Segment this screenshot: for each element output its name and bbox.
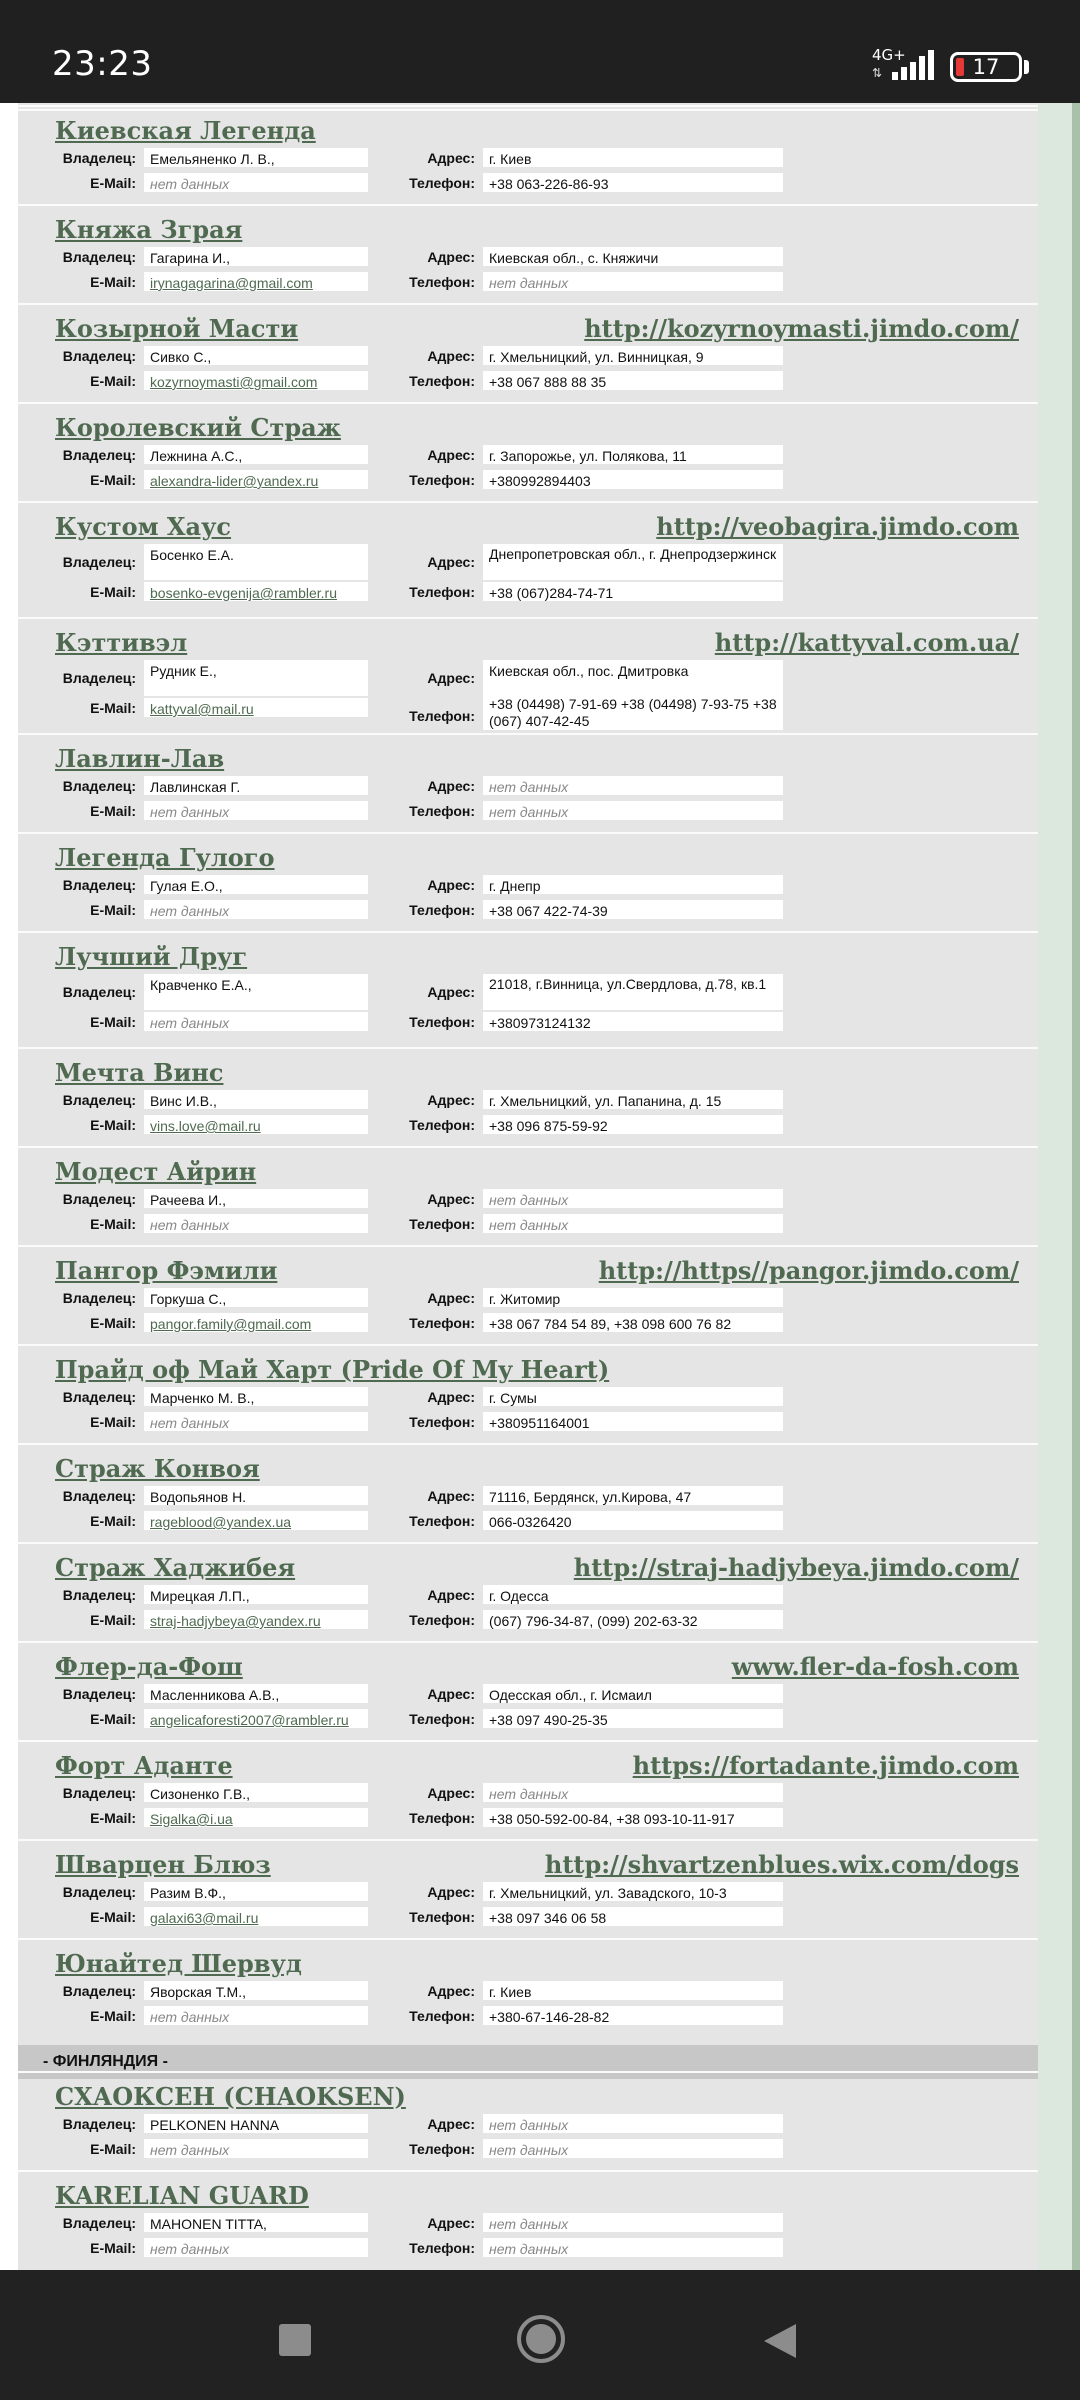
field-label-phone: Телефон: (409, 803, 475, 819)
field-label-phone: Телефон: (409, 1414, 475, 1430)
breeder-website-link[interactable]: http://kozyrnoymasti.jimdo.com/ (584, 314, 1019, 343)
field-label-email: E-Mail: (90, 700, 136, 716)
breeder-name-link[interactable]: Флер-да-Фош (55, 1652, 243, 1681)
breeder-name-link[interactable]: Лучший Друг (55, 942, 248, 971)
field-label-email: E-Mail: (90, 803, 136, 819)
owner-value: Марченко М. В., (144, 1387, 368, 1406)
field-label-phone: Телефон: (409, 1513, 475, 1529)
breeder-name-link[interactable]: Юнайтед Шервуд (55, 1949, 302, 1978)
field-label-email: E-Mail: (90, 373, 136, 389)
phone-value: +38 096 875-59-92 (483, 1115, 783, 1134)
address-value: Киевская обл., с. Княжичи (483, 247, 783, 266)
field-label-address: Адрес: (427, 1092, 475, 1108)
email-value[interactable]: angelicaforesti2007@rambler.ru (144, 1709, 368, 1728)
breeder-name-link[interactable]: Козырной Масти (55, 314, 299, 343)
field-label-email: E-Mail: (90, 1909, 136, 1925)
field-label-address: Адрес: (427, 877, 475, 893)
status-bar (0, 0, 1080, 103)
breeder-name-link[interactable]: Пангор Фэмили (55, 1256, 278, 1285)
breeder-name-link[interactable]: Легенда Гулого (55, 843, 275, 872)
field-label-phone: Телефон: (409, 2008, 475, 2024)
web-page[interactable] (0, 103, 1080, 2270)
field-label-address: Адрес: (427, 1686, 475, 1702)
breeder-entry (18, 832, 1038, 931)
field-label-owner: Владелец: (62, 554, 136, 570)
breeder-entry (18, 1641, 1038, 1740)
home-button[interactable] (516, 2314, 566, 2364)
data-activity-icon: ⇅ (872, 66, 883, 80)
breeder-entry (18, 931, 1038, 1048)
address-value: 21018, г.Винница, ул.Свердлова, д.78, кв.1 (483, 974, 783, 1010)
email-value[interactable]: kozyrnoymasti@gmail.com (144, 371, 368, 390)
email-value[interactable]: alexandra-lider@yandex.ru (144, 470, 368, 489)
breeder-entry (18, 501, 1038, 618)
breeder-name-link[interactable]: Прайд оф Май Харт (Pride Of My Heart) (55, 1355, 610, 1384)
field-label-email: E-Mail: (90, 2240, 136, 2256)
phone-value: +380951164001 (483, 1412, 783, 1431)
breeder-name-link[interactable]: СХАОКСЕН (CHAOKSEN) (55, 2082, 406, 2111)
phone-value: +38 067 784 54 89, +38 098 600 76 82 (483, 1313, 783, 1332)
address-value: Одесская обл., г. Исмаил (483, 1684, 783, 1703)
field-label-owner: Владелец: (62, 1686, 136, 1702)
field-label-email: E-Mail: (90, 1612, 136, 1628)
breeder-entry (18, 1443, 1038, 1542)
owner-value: MAHONEN TITTA, (144, 2213, 368, 2232)
field-label-address: Адрес: (427, 554, 475, 570)
phone-value: +38 067 888 88 35 (483, 371, 783, 390)
field-label-email: E-Mail: (90, 1414, 136, 1430)
field-label-owner: Владелец: (62, 984, 136, 1000)
phone-value: (067) 796-34-87, (099) 202-63-32 (483, 1610, 783, 1629)
address-value: нет данных (483, 1783, 783, 1802)
field-label-owner: Владелец: (62, 1488, 136, 1504)
field-label-email: E-Mail: (90, 1315, 136, 1331)
field-label-email: E-Mail: (90, 1216, 136, 1232)
address-value: Днепропетровская обл., г. Днепродзержинск (483, 544, 783, 580)
breeder-website-link[interactable]: https://fortadante.jimdo.com (632, 1751, 1019, 1780)
address-value: нет данных (483, 2213, 783, 2232)
email-value: нет данных (144, 1012, 368, 1031)
address-value: г. Сумы (483, 1387, 783, 1406)
email-value: нет данных (144, 2238, 368, 2257)
back-button[interactable] (762, 2322, 798, 2360)
field-label-email: E-Mail: (90, 175, 136, 191)
owner-value: Мирецкая Л.П., (144, 1585, 368, 1604)
owner-value: Босенко Е.А. (144, 544, 368, 580)
owner-value: Горкуша С., (144, 1288, 368, 1307)
owner-value: Винс И.В., (144, 1090, 368, 1109)
phone-value: 066-0326420 (483, 1511, 783, 1530)
field-label-phone: Телефон: (409, 373, 475, 389)
field-label-address: Адрес: (427, 2116, 475, 2132)
field-label-owner: Владелец: (62, 1983, 136, 1999)
phone-value: +380973124132 (483, 1012, 783, 1031)
field-label-email: E-Mail: (90, 902, 136, 918)
owner-value: Разим В.Ф., (144, 1882, 368, 1901)
breeder-name-link[interactable]: Мечта Винс (55, 1058, 224, 1087)
breeder-website-link[interactable]: http://veobagira.jimdo.com (656, 512, 1019, 541)
breeder-entry (18, 1938, 1038, 2037)
owner-value: Гагарина И., (144, 247, 368, 266)
section-title: - ФИНЛЯНДИЯ - (43, 2053, 168, 2070)
address-value: нет данных (483, 776, 783, 795)
battery-icon (950, 52, 1022, 82)
breeder-entry (18, 1740, 1038, 1839)
phone-value: нет данных (483, 1214, 783, 1233)
breeder-entry (18, 1047, 1038, 1146)
field-label-address: Адрес: (427, 1191, 475, 1207)
address-value: г. Хмельницкий, ул. Папанина, д. 15 (483, 1090, 783, 1109)
phone-value: нет данных (483, 2238, 783, 2257)
phone-value: +38 (067)284-74-71 (483, 582, 783, 601)
field-label-phone: Телефон: (409, 1612, 475, 1628)
field-label-address: Адрес: (427, 670, 475, 686)
field-label-phone: Телефон: (409, 274, 475, 290)
email-value[interactable]: bosenko-evgenija@rambler.ru (144, 582, 368, 601)
breeder-website-link[interactable]: http://straj-hadjybeya.jimdo.com/ (573, 1553, 1019, 1582)
field-label-owner: Владелец: (62, 249, 136, 265)
breeder-entry (18, 2071, 1038, 2170)
email-value: нет данных (144, 2006, 368, 2025)
field-label-owner: Владелец: (62, 447, 136, 463)
address-value: г. Хмельницкий, ул. Винницкая, 9 (483, 346, 783, 365)
email-value: нет данных (144, 173, 368, 192)
field-label-owner: Владелец: (62, 1191, 136, 1207)
address-value: г. Житомир (483, 1288, 783, 1307)
breeder-website-link[interactable]: http://kattyval.com.ua/ (714, 628, 1019, 657)
page-left-margin (0, 103, 18, 2270)
owner-value: Емельяненко Л. В., (144, 148, 368, 167)
status-time: 23:23 (52, 44, 153, 84)
breeder-name-link[interactable]: KARELIAN GUARD (55, 2181, 309, 2210)
field-label-phone: Телефон: (409, 175, 475, 191)
breeder-name-link[interactable]: Кустом Хаус (55, 512, 232, 541)
field-label-owner: Владелец: (62, 1092, 136, 1108)
phone-value: нет данных (483, 2139, 783, 2158)
field-label-address: Адрес: (427, 1587, 475, 1603)
field-label-address: Адрес: (427, 150, 475, 166)
breeder-name-link[interactable]: Королевский Страж (55, 413, 341, 442)
breeder-name-link[interactable]: Княжа Зграя (55, 215, 243, 244)
owner-value: Лежнина А.С., (144, 445, 368, 464)
breeder-name-link[interactable]: Страж Хаджибея (55, 1553, 296, 1582)
network-type: 4G+ (872, 46, 906, 64)
field-label-address: Адрес: (427, 1884, 475, 1900)
address-value: 71116, Бердянск, ул.Кирова, 47 (483, 1486, 783, 1505)
field-label-address: Адрес: (427, 778, 475, 794)
field-label-phone: Телефон: (409, 1117, 475, 1133)
field-label-address: Адрес: (427, 249, 475, 265)
email-value: нет данных (144, 900, 368, 919)
breeder-name-link[interactable]: Модест Айрин (55, 1157, 257, 1186)
page-right-margin (1038, 103, 1080, 2270)
field-label-address: Адрес: (427, 447, 475, 463)
breeder-website-link[interactable]: www.fler-da-fosh.com (731, 1652, 1019, 1681)
field-label-phone: Телефон: (409, 472, 475, 488)
field-label-address: Адрес: (427, 1389, 475, 1405)
email-value: нет данных (144, 2139, 368, 2158)
phone-value: +38 050-592-00-84, +38 093-10-11-917 (483, 1808, 783, 1827)
battery-level: 17 (972, 55, 1000, 79)
phone-value: нет данных (483, 801, 783, 820)
field-label-email: E-Mail: (90, 472, 136, 488)
breeder-entry (18, 733, 1038, 832)
field-label-phone: Телефон: (409, 1315, 475, 1331)
breeder-name-link[interactable]: Форт Аданте (55, 1751, 233, 1780)
breeder-entry (18, 303, 1038, 402)
field-label-owner: Владелец: (62, 348, 136, 364)
address-value: г. Киев (483, 148, 783, 167)
breeder-list (18, 103, 1038, 2270)
email-value[interactable]: straj-hadjybeya@yandex.ru (144, 1610, 368, 1629)
phone-value: +380992894403 (483, 470, 783, 489)
field-label-phone: Телефон: (409, 1014, 475, 1030)
field-label-owner: Владелец: (62, 1785, 136, 1801)
breeder-entry (18, 1146, 1038, 1245)
email-value[interactable]: irynagagarina@gmail.com (144, 272, 368, 291)
phone-value: +38 (04498) 7-91-69 +38 (04498) 7-93-75 +38 (067) 407-42-45 (483, 694, 783, 730)
breeder-entry (18, 204, 1038, 303)
address-value: г. Днепр (483, 875, 783, 894)
breeder-name-link[interactable]: Киевская Легенда (55, 116, 316, 145)
field-label-address: Адрес: (427, 2215, 475, 2231)
owner-value: Сивко С., (144, 346, 368, 365)
address-value: г. Хмельницкий, ул. Завадского, 10-3 (483, 1882, 783, 1901)
phone-value: +38 097 346 06 58 (483, 1907, 783, 1926)
address-value: нет данных (483, 2114, 783, 2133)
field-label-email: E-Mail: (90, 1810, 136, 1826)
address-value: Киевская обл., пос. Дмитровка (483, 660, 783, 696)
field-label-phone: Телефон: (409, 708, 475, 724)
field-label-phone: Телефон: (409, 1909, 475, 1925)
field-label-phone: Телефон: (409, 1711, 475, 1727)
breeder-entry (18, 1344, 1038, 1443)
field-label-email: E-Mail: (90, 584, 136, 600)
email-value[interactable]: galaxi63@mail.ru (144, 1907, 368, 1926)
field-label-email: E-Mail: (90, 1117, 136, 1133)
field-label-phone: Телефон: (409, 2141, 475, 2157)
field-label-email: E-Mail: (90, 1711, 136, 1727)
breeder-entry (18, 2170, 1038, 2269)
breeder-entry (18, 617, 1038, 734)
address-value: г. Киев (483, 1981, 783, 2000)
email-value[interactable]: vins.love@mail.ru (144, 1115, 368, 1134)
owner-value: Водопьянов Н. (144, 1486, 368, 1505)
phone-value: +38 097 490-25-35 (483, 1709, 783, 1728)
field-label-email: E-Mail: (90, 274, 136, 290)
email-value: нет данных (144, 1412, 368, 1431)
navigation-bar (0, 2270, 1080, 2400)
breeder-website-link[interactable]: http://https//pangor.jimdo.com/ (598, 1256, 1019, 1285)
field-label-owner: Владелец: (62, 1389, 136, 1405)
email-value: нет данных (144, 1214, 368, 1233)
address-value: г. Запорожье, ул. Полякова, 11 (483, 445, 783, 464)
address-value: нет данных (483, 1189, 783, 1208)
field-label-email: E-Mail: (90, 1014, 136, 1030)
breeder-entry (18, 105, 1038, 204)
phone-value: +38 067 422-74-39 (483, 900, 783, 919)
field-label-owner: Владелец: (62, 877, 136, 893)
owner-value: Масленникова А.В., (144, 1684, 368, 1703)
owner-value: Лавлинская Г. (144, 776, 368, 795)
field-label-address: Адрес: (427, 1290, 475, 1306)
field-label-phone: Телефон: (409, 584, 475, 600)
owner-value: Сизоненко Г.В., (144, 1783, 368, 1802)
breeder-name-link[interactable]: Лавлин-Лав (55, 744, 225, 773)
field-label-owner: Владелец: (62, 778, 136, 794)
signal-strength-icon (892, 50, 936, 80)
field-label-phone: Телефон: (409, 2240, 475, 2256)
email-value[interactable]: kattyval@mail.ru (144, 698, 368, 717)
breeder-entry (18, 1542, 1038, 1641)
field-label-address: Адрес: (427, 984, 475, 1000)
field-label-address: Адрес: (427, 348, 475, 364)
field-label-phone: Телефон: (409, 902, 475, 918)
email-value: нет данных (144, 801, 368, 820)
field-label-address: Адрес: (427, 1488, 475, 1504)
phone-value: +380-67-146-28-82 (483, 2006, 783, 2025)
owner-value: Гулая Е.О., (144, 875, 368, 894)
field-label-address: Адрес: (427, 1983, 475, 1999)
breeder-website-link[interactable]: http://shvartzenblues.wix.com/dogs (544, 1850, 1019, 1879)
email-value[interactable]: pangor.family@gmail.com (144, 1313, 368, 1332)
recents-button[interactable] (277, 2322, 313, 2358)
owner-value: Кравченко Е.А., (144, 974, 368, 1010)
field-label-phone: Телефон: (409, 1216, 475, 1232)
owner-value: Яворская Т.М., (144, 1981, 368, 2000)
address-value: г. Одесса (483, 1585, 783, 1604)
breeder-name-link[interactable]: Страж Конвоя (55, 1454, 260, 1483)
phone-value: +38 063-226-86-93 (483, 173, 783, 192)
breeder-entry (18, 1245, 1038, 1344)
email-value[interactable]: Sigalka@i.ua (144, 1808, 368, 1827)
breeder-name-link[interactable]: Кэттивэл (55, 628, 188, 657)
field-label-owner: Владелец: (62, 150, 136, 166)
breeder-entry (18, 402, 1038, 501)
owner-value: PELKONEN HANNA (144, 2114, 368, 2133)
breeder-name-link[interactable]: Шварцен Блюз (55, 1850, 271, 1879)
field-label-phone: Телефон: (409, 1810, 475, 1826)
field-label-email: E-Mail: (90, 1513, 136, 1529)
owner-value: Рудник Е., (144, 660, 368, 696)
field-label-address: Адрес: (427, 1785, 475, 1801)
owner-value: Рачеева И., (144, 1189, 368, 1208)
field-label-email: E-Mail: (90, 2008, 136, 2024)
field-label-owner: Владелец: (62, 1587, 136, 1603)
battery-tip (1024, 60, 1029, 74)
field-label-owner: Владелец: (62, 1884, 136, 1900)
field-label-email: E-Mail: (90, 2141, 136, 2157)
field-label-owner: Владелец: (62, 2215, 136, 2231)
email-value[interactable]: rageblood@yandex.ua (144, 1511, 368, 1530)
phone-value: нет данных (483, 272, 783, 291)
field-label-owner: Владелец: (62, 2116, 136, 2132)
field-label-owner: Владелец: (62, 1290, 136, 1306)
breeder-entry (18, 1839, 1038, 1938)
field-label-owner: Владелец: (62, 670, 136, 686)
